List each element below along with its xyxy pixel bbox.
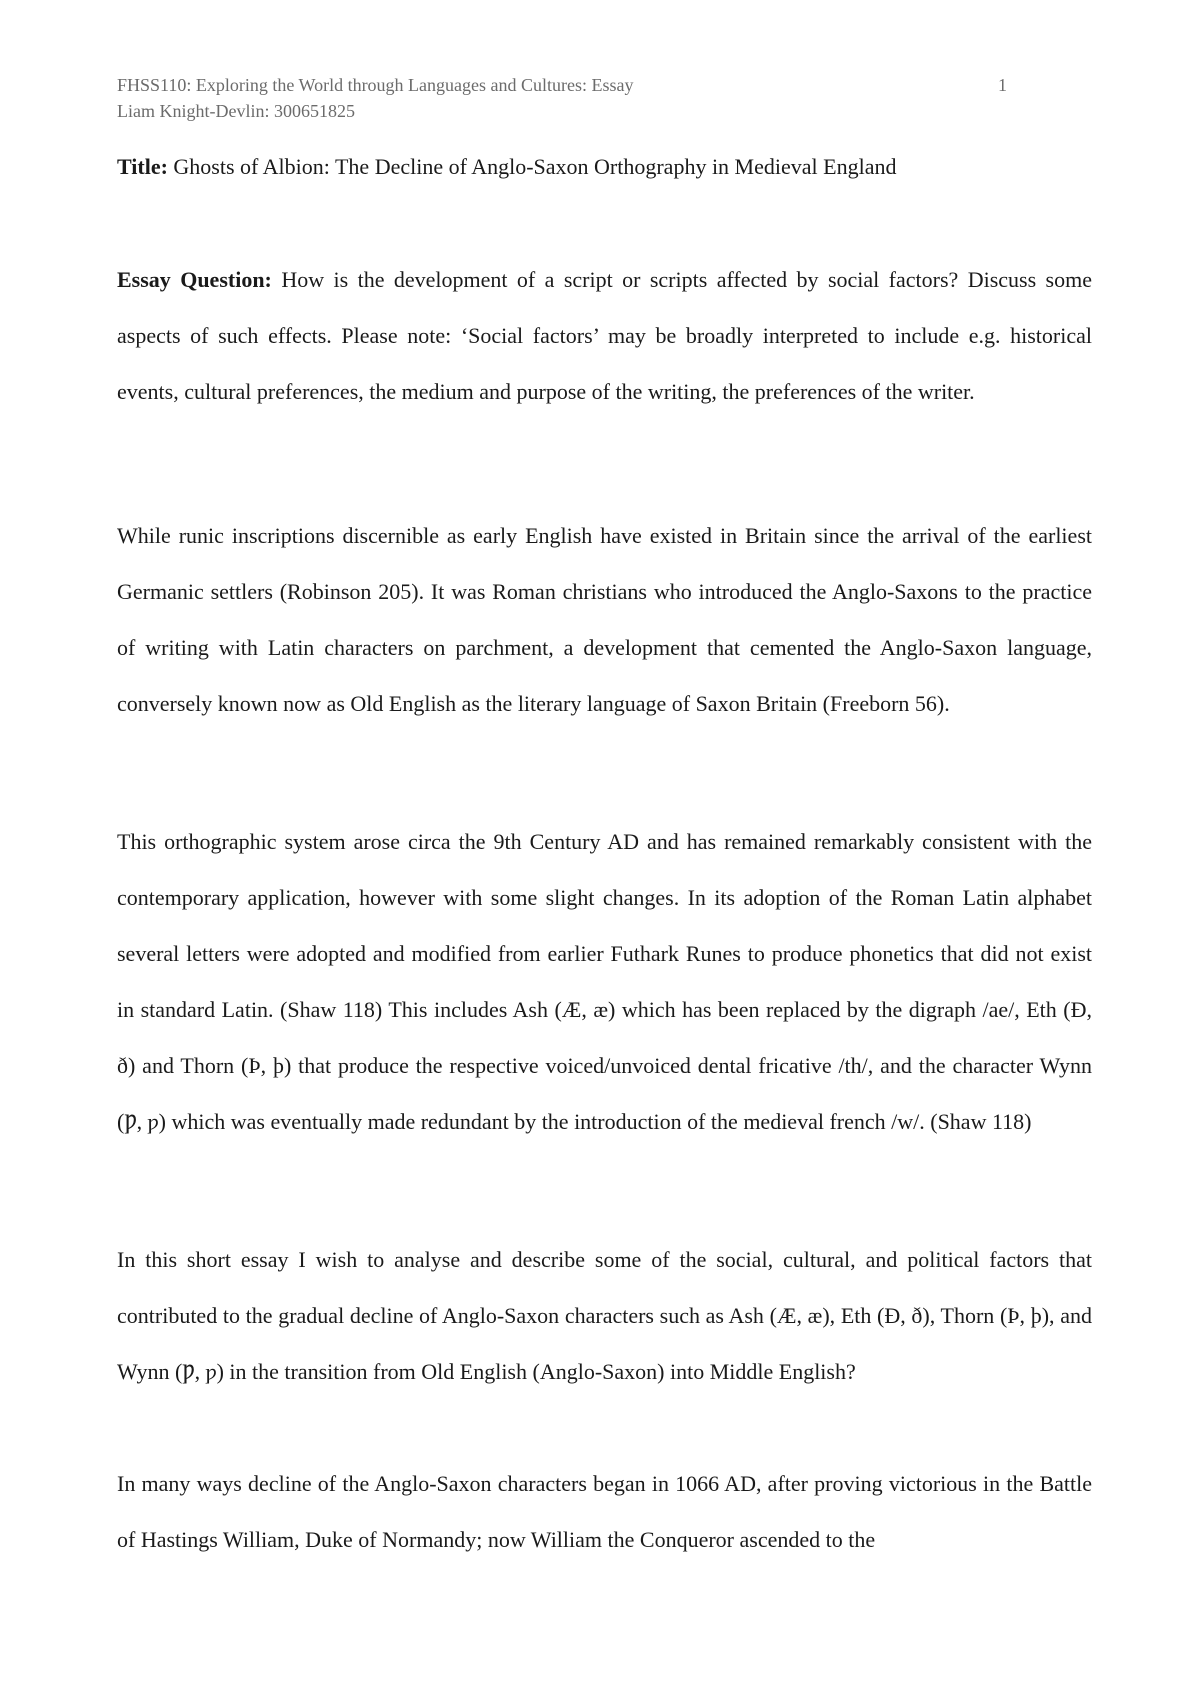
paragraph-4: In many ways decline of the Anglo-Saxon characters began in 1066 AD, after proving victorious in the Battle of Hastings William, Duke of Normandy; now William the Conqueror ascended to the — [117, 1471, 1092, 1552]
course-title: FHSS110: Exploring the World through Languages and Cultures: Essay — [117, 75, 634, 95]
page-number: 1 — [998, 75, 1007, 95]
title-label: Title: — [117, 154, 168, 179]
paragraph-2: This orthographic system arose circa the 9th Century AD and has remained remarkably consistent with the contemporary application, however with some slight changes. In its adoption of the Roman Latin alphabet several letters were adopted and modified from earlier Futhark Runes to produce phonetics that did not exist in standard Latin. (Shaw 118) This includes Ash (Æ, æ) which has been replaced by the digraph /ae/, Eth (Đ, ð) and Thorn (Þ, þ) that produce the respective voiced/unvoiced dental fricative /th/, and the character Wynn (Ƿ, ƿ) which was eventually made redundant by the introduction of the medieval french /w/. (Shaw 118) — [117, 829, 1092, 1134]
page-header — [117, 72, 1007, 124]
author-line: Liam Knight-Devlin: 300651825 — [117, 101, 355, 121]
essay-question-text: How is the development of a script or scripts affected by social factors? Discuss some aspects of such effects. Please note: ‘Social factors’ may be broadly interpreted to include e.g. historical events, cultural preferences, the medium and purpose of the writing, the preferences of the writer. — [117, 267, 1092, 404]
essay-question-label: Essay Question: — [117, 267, 272, 292]
essay-title — [117, 152, 1092, 182]
essay-question — [117, 252, 1092, 420]
title-text: Ghosts of Albion: The Decline of Anglo-Saxon Orthography in Medieval England — [173, 154, 897, 179]
paragraph-3: In this short essay I wish to analyse and describe some of the social, cultural, and political factors that contributed to the gradual decline of Anglo-Saxon characters such as Ash (Æ, æ), Eth (Đ, ð), Thorn (Þ, þ), and Wynn (Ƿ, ƿ) in the transition from Old English (Anglo-Saxon) into Middle English? — [117, 1247, 1092, 1384]
paragraph-1: While runic inscriptions discernible as early English have existed in Britain since the arrival of the earliest Germanic settlers (Robinson 205). It was Roman christians who introduced the Anglo-Saxons to the practice of writing with Latin characters on parchment, a development that cemented the Anglo-Saxon language, conversely known now as Old English as the literary language of Saxon Britain (Freeborn 56). — [117, 523, 1092, 716]
